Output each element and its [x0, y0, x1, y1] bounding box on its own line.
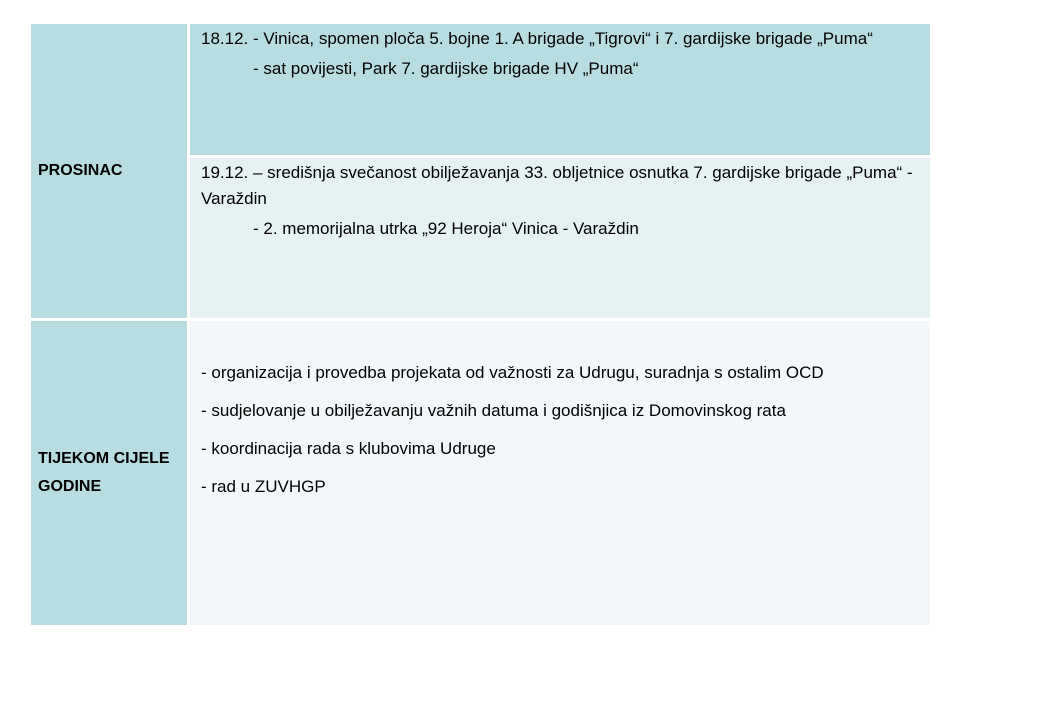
list-item: - koordinacija rada s klubovima Udruge	[201, 439, 496, 458]
list-item: - rad u ZUVHGP	[201, 477, 326, 496]
month-label: TIJEKOM CIJELE GODINE	[38, 450, 170, 495]
event-cell	[190, 24, 930, 155]
list-item: - organizacija i provedba projekata od važnosti za Udrugu, suradnja s ostalim OCD	[201, 363, 824, 382]
month-cell-prosinac	[31, 24, 187, 318]
event-date-text: 18.12. - Vinica, spomen ploča 5. bojne 1. A brigade „Tigrovi“ i 7. gardijske brigade „Puma“	[201, 29, 873, 48]
month-label: PROSINAC	[38, 162, 123, 179]
ongoing-activities-cell	[190, 321, 930, 625]
list-item: - sudjelovanje u obilježavanju važnih datuma i godišnjica iz Domovinskog rata	[201, 401, 786, 420]
event-cell	[190, 158, 930, 318]
activity-schedule-table	[31, 24, 930, 625]
event-date-text: 19.12. – središnja svečanost obilježavanja 33. obljetnice osnutka 7. gardijske brigade „Puma“ - Varaždin	[201, 163, 913, 208]
event-sub-text: - sat povijesti, Park 7. gardijske brigade HV „Puma“	[253, 59, 639, 78]
month-cell-tijekom-cijele-godine	[31, 321, 187, 625]
event-sub-text: - 2. memorijalna utrka „92 Heroja“ Vinica - Varaždin	[253, 219, 639, 238]
